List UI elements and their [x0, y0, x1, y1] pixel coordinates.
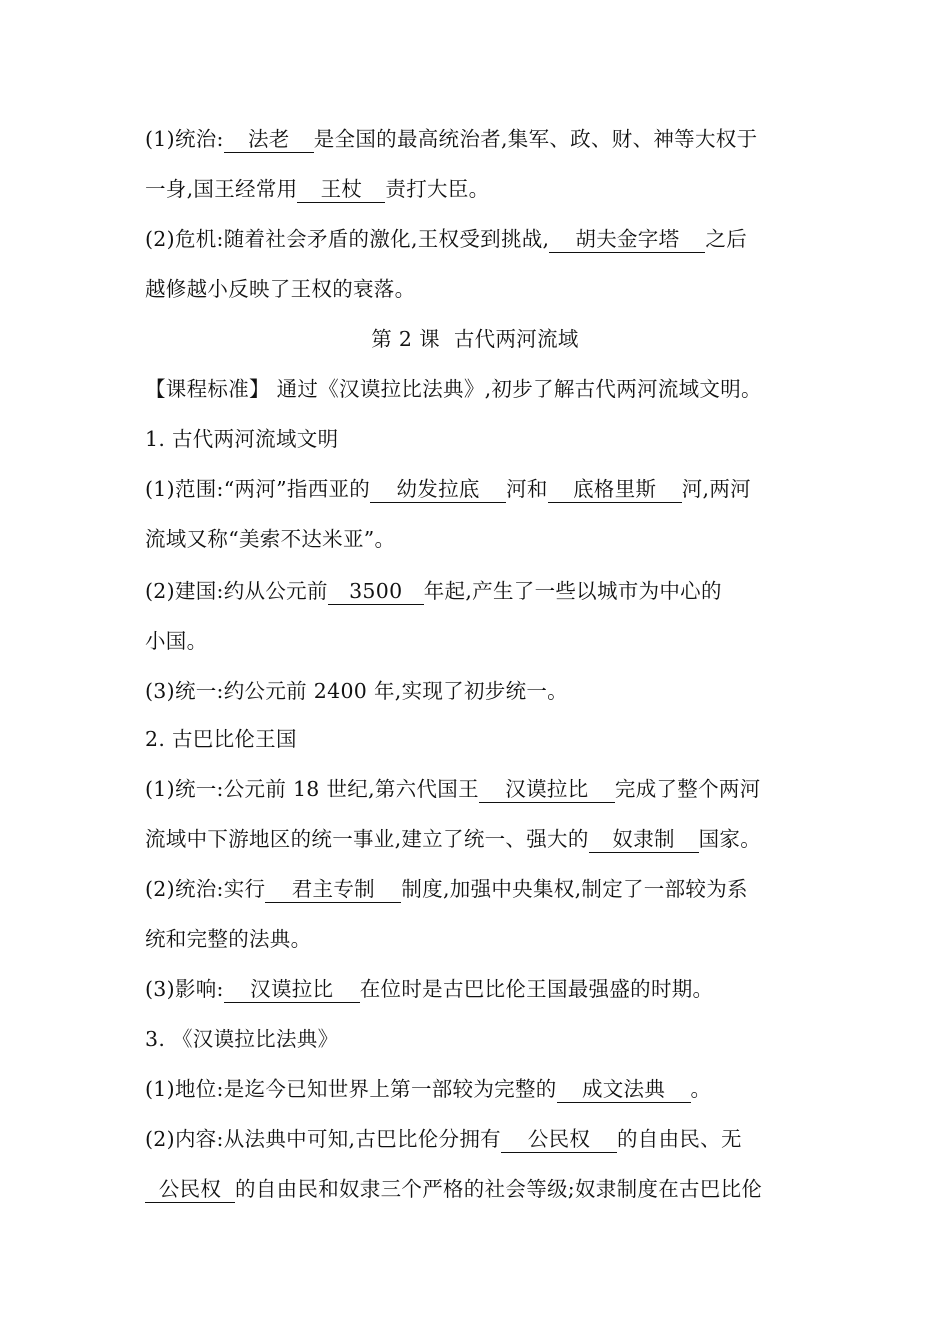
text-run: 河和 — [506, 477, 548, 501]
fill-blank: 3500 — [328, 580, 424, 605]
item-label: (1)统治: — [145, 127, 224, 151]
text-line — [145, 522, 395, 552]
text-line — [145, 172, 489, 203]
item-label: (2)统治:实行 — [145, 877, 266, 901]
section-heading: 2. 古巴比伦王国 — [145, 727, 297, 751]
item-label: (3)影响: — [145, 977, 224, 1001]
text-run: 责打大臣。 — [385, 177, 490, 201]
fill-blank: 底格里斯 — [548, 478, 682, 503]
lesson-title — [0, 322, 950, 352]
fill-blank: 汉谟拉比 — [224, 978, 360, 1003]
text-line — [145, 272, 415, 302]
text-line — [145, 222, 747, 253]
item-label: (2)危机:随着社会矛盾的激化,王权受到挑战, — [145, 227, 550, 251]
section-heading: 3. 《汉谟拉比法典》 — [145, 1027, 339, 1051]
text-run: 的自由民、无 — [616, 1127, 742, 1151]
text-line: (3)统一:约公元前 2400 年,实现了初步统一。 — [145, 679, 568, 703]
text-line — [145, 1122, 742, 1153]
lesson-name: 古代两河流域 — [453, 327, 579, 351]
text-run: 越修越小反映了王权的衰落。 — [145, 277, 416, 301]
section-heading: 1. 古代两河流域文明 — [145, 427, 339, 451]
text-run: 流域中下游地区的统一事业,建立了统一、强大的 — [145, 827, 589, 851]
fill-blank: 成文法典 — [557, 1078, 691, 1103]
text-run: 在位时是古巴比伦王国最强盛的时期。 — [359, 977, 714, 1001]
text-run: 是全国的最高统治者,集军、政、财、神等大权于 — [313, 127, 758, 151]
text-run: 的自由民和奴隶三个严格的社会等级;奴隶制度在古巴比伦 — [235, 1177, 763, 1201]
fill-blank: 法老 — [224, 128, 314, 153]
text-run: 河,两河 — [681, 477, 751, 501]
text-run: 一身,国王经常用 — [145, 177, 298, 201]
text-line — [145, 472, 751, 503]
fill-blank: 胡夫金字塔 — [549, 228, 705, 253]
text-line — [145, 1072, 711, 1103]
item-label: (2)建国:约从公元前 — [145, 579, 328, 603]
fill-blank: 奴隶制 — [589, 828, 699, 853]
fill-blank: 幼发拉底 — [370, 478, 506, 503]
text-run: 小国。 — [145, 629, 208, 653]
item-label: (1)统一:公元前 18 世纪,第六代国王 — [145, 777, 479, 801]
fill-blank: 汉谟拉比 — [479, 778, 615, 803]
text-run: 完成了整个两河 — [614, 777, 761, 801]
text-line — [145, 822, 761, 853]
text-line — [145, 1172, 762, 1203]
fill-blank: 君主专制 — [265, 878, 401, 903]
text-line — [145, 922, 311, 952]
fill-blank: 王杖 — [297, 178, 385, 203]
text-line — [145, 574, 722, 605]
item-label: (1)范围:“两河”指西亚的 — [145, 477, 371, 501]
text-run: 统和完整的法典。 — [145, 927, 312, 951]
text-run: 。 — [690, 1077, 712, 1101]
text-line — [145, 122, 757, 153]
item-label: (2)内容:从法典中可知,古巴比伦分拥有 — [145, 1127, 501, 1151]
text-line — [145, 624, 207, 654]
lesson-number: 第 2 课 — [371, 327, 440, 351]
text-line — [145, 972, 713, 1003]
item-label: (1)地位:是迄今已知世界上第一部较为完整的 — [145, 1077, 557, 1101]
text-run: 之后 — [705, 227, 747, 251]
text-line — [145, 872, 748, 903]
text-run: 流域又称“美索不达米亚”。 — [145, 527, 396, 551]
fill-blank: 公民权 — [145, 1178, 235, 1203]
text-line — [145, 772, 761, 803]
text-run: 年起,产生了一些以城市为中心的 — [423, 579, 722, 603]
text-run: 制度,加强中央集权,制定了一部较为系 — [401, 877, 748, 901]
course-standard: 【课程标准】 通过《汉谟拉比法典》,初步了解古代两河流域文明。 — [145, 377, 762, 401]
text-run: 国家。 — [698, 827, 762, 851]
fill-blank: 公民权 — [501, 1128, 617, 1153]
